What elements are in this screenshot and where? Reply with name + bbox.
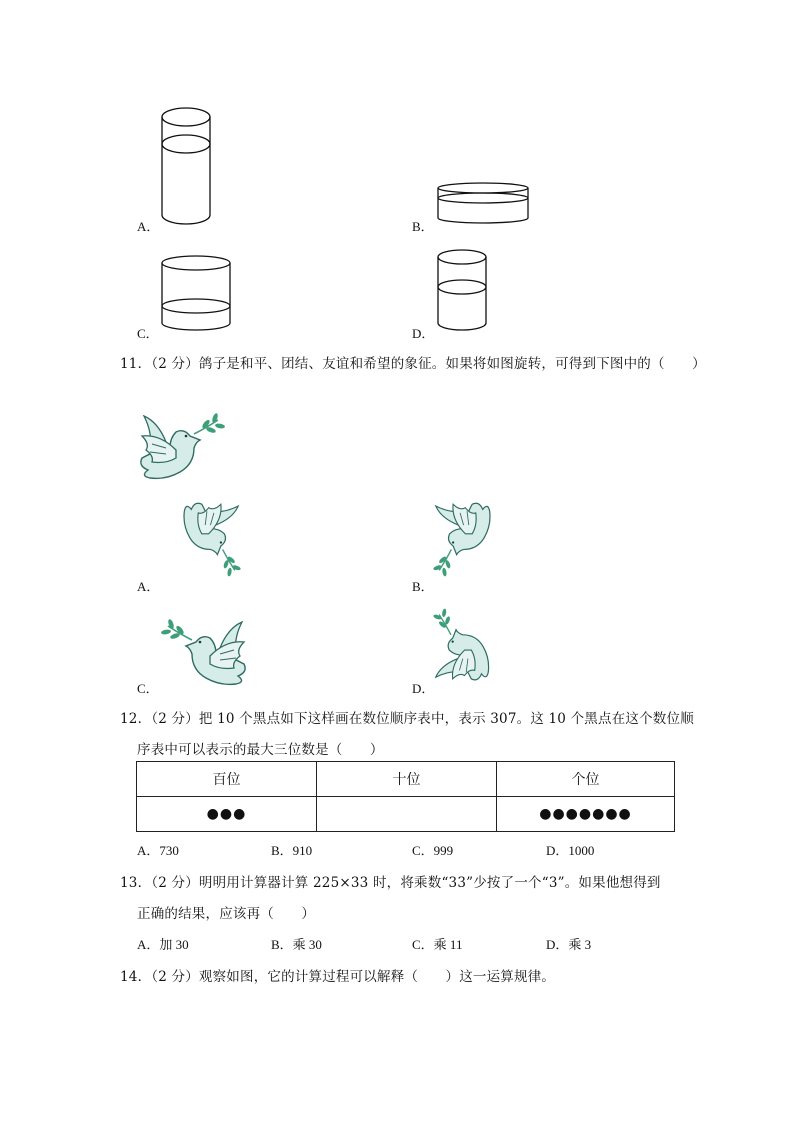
q11-option-b-label[interactable]: B． [412, 579, 434, 594]
q13-option-b[interactable]: B．乘 30 [271, 937, 322, 952]
q13-option-d[interactable]: D．乘 3 [546, 937, 592, 952]
cylinder-c-figure [158, 253, 234, 335]
q11-option-d-label[interactable]: D． [412, 681, 435, 696]
dove-option-a-figure [160, 492, 240, 586]
dots-ones: ●●●●●●● [497, 797, 675, 832]
dove-original-figure [136, 414, 228, 486]
q12-option-a[interactable]: A．730 [137, 843, 179, 858]
header-hundreds: 百位 [137, 762, 317, 797]
q12-option-c[interactable]: C．999 [412, 843, 454, 858]
dots-tens [317, 797, 497, 832]
dove-option-d-figure [434, 598, 512, 692]
table-header-row [137, 762, 675, 797]
option-b-label[interactable]: B． [412, 219, 434, 234]
option-d-label[interactable]: D． [412, 326, 435, 341]
cylinder-d-figure [434, 247, 492, 335]
place-value-table [136, 761, 675, 832]
question-13-line-2: 正确的结果，应该再（ ） [137, 906, 316, 922]
option-a-label[interactable]: A． [137, 219, 160, 234]
question-13-line-1: 13．（2 分）明明用计算器计算 225×33 时，将乘数“33”少按了一个“3”。如果他想得到 [120, 875, 661, 891]
question-14-text: 14．（2 分）观察如图，它的计算过程可以解释（ ）这一运算规律。 [120, 969, 556, 985]
option-c-label[interactable]: C． [137, 326, 159, 341]
dots-hundreds: ●●● [137, 797, 317, 832]
cylinder-b-figure [434, 180, 532, 228]
q13-option-c[interactable]: C．乘 11 [412, 937, 463, 952]
q12-option-d[interactable]: D．1000 [546, 843, 595, 858]
question-11-text: 11．（2 分）鸽子是和平、团结、友谊和希望的象征。如果将如图旋转，可得到下图中的（ ） [120, 356, 706, 372]
table-dots-row [137, 797, 675, 832]
q12-option-b[interactable]: B．910 [271, 843, 313, 858]
header-tens: 十位 [317, 762, 497, 797]
dove-option-c-figure [158, 620, 250, 692]
q11-option-c-label[interactable]: C． [137, 681, 159, 696]
question-12-line-2: 序表中可以表示的最大三位数是（ ） [137, 742, 384, 758]
question-12-line-1: 12．（2 分）把 10 个黑点如下这样画在数位顺序表中，表示 307。这 10 个黑点在这个数位顺 [120, 711, 694, 727]
header-ones: 个位 [497, 762, 675, 797]
q11-option-a-label[interactable]: A． [137, 579, 160, 594]
dove-option-b-figure [434, 492, 514, 586]
q13-option-a[interactable]: A．加 30 [137, 937, 189, 952]
cylinder-a-figure [158, 103, 216, 229]
